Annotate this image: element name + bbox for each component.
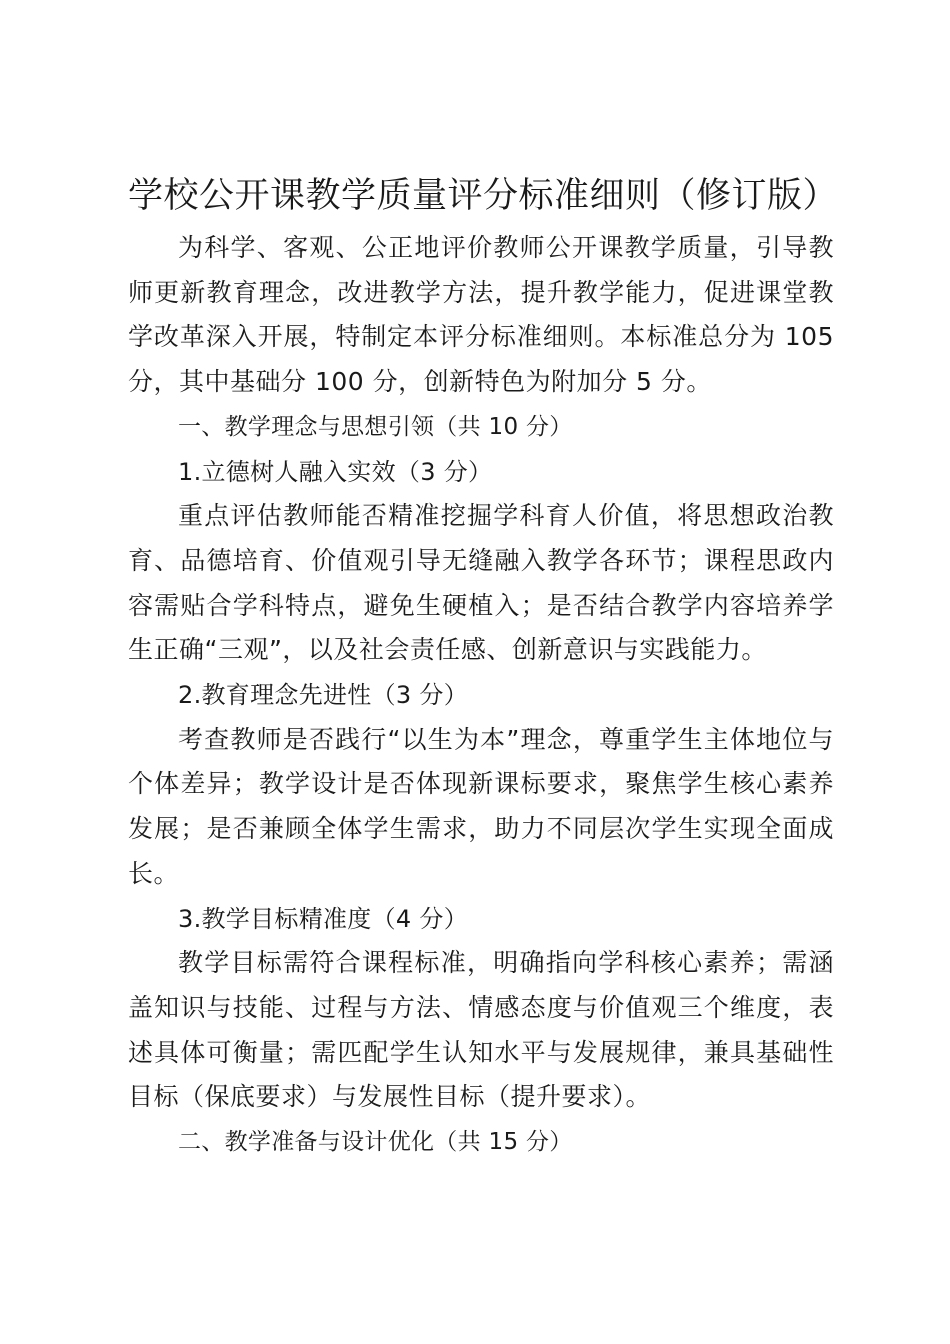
document-title: 学校公开课教学质量评分标准细则（修订版） bbox=[128, 176, 839, 216]
item-title-1: 1.立德树人融入实效（3 分） bbox=[178, 457, 493, 486]
item-title-3: 3.教学目标精准度（4 分） bbox=[178, 904, 468, 933]
document-page bbox=[128, 168, 839, 1165]
section-heading-2: 二、教学准备与设计优化（共 15 分） bbox=[178, 1129, 573, 1156]
item-text-2: 考查教师是否践行“以生为本”理念，尊重学生主体地位与个体差异；教学设计是否体现新课标要求，聚焦学生核心素养发展；是否兼顾全体学生需求，助力不同层次学生实现全面成长。 bbox=[128, 724, 834, 888]
item-text-1: 重点评估教师能否精准挖掘学科育人价值，将思想政治教育、品德培育、价值观引导无缝融入教学各环节；课程思政内容需贴合学科特点，避免生硬植入；是否结合教学内容培养学生正确“三观”，以及社会责任感、创新意识与实践能力。 bbox=[128, 501, 834, 665]
item-title-2: 2.教育理念先进性（3 分） bbox=[178, 681, 468, 710]
intro-paragraph: 为科学、客观、公正地评价教师公开课教学质量，引导教师更新教育理念，改进教学方法，提升教学能力，促进课堂教学改革深入开展，特制定本评分标准细则。本标准总分为 105 分，其中基础分 100 分，创新特色为附加分 5 分。 bbox=[128, 233, 834, 397]
item-text-3: 教学目标需符合课程标准，明确指向学科核心素养；需涵盖知识与技能、过程与方法、情感态度与价值观三个维度，表述具体可衡量；需匹配学生认知水平与发展规律，兼具基础性目标（保底要求）与发展性目标（提升要求）。 bbox=[128, 948, 834, 1112]
section-heading-1: 一、教学理念与思想引领（共 10 分） bbox=[178, 413, 573, 440]
